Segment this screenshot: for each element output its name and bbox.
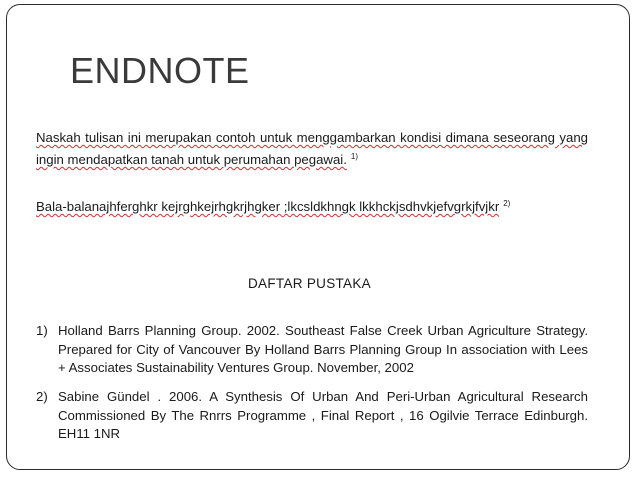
reference-item-2 [36,388,588,444]
reference-number-1: 1) [36,323,48,338]
reference-number-2: 2) [36,389,48,404]
endnote-paragraph-1 [36,128,588,169]
reference-item-1 [36,322,588,378]
bibliography-heading: DAFTAR PUSTAKA [248,276,371,291]
reference-text-2: Sabine Gündel . 2006. A Synthesis Of Urban And Peri-Urban Agricultural Research Commissioned By The Rnrrs Programme , Final Report , 16 Ogilvie Terrace Edinburgh. EH11 1NR [58,389,588,441]
endnote-paragraph-2 [36,194,588,216]
endnote-marker-2: 2) [503,199,511,208]
slide-title: ENDNOTE [70,50,250,91]
paragraph-1-text: Naskah tulisan ini merupakan contoh untuk menggambarkan kondisi dimana seseorang yang ingin mendapatkan tanah untuk perumahan pegawai. [36,130,588,167]
paragraph-2-text: Bala-balanajhferghkr kejrghkejrhgkrjhgker ;lkcsldkhngk lkkhckjsdhvkjefvgrkjfvjkr [36,199,500,214]
reference-text-1: Holland Barrs Planning Group. 2002. Southeast False Creek Urban Agriculture Strategy. Prepared for City of Vancouver By Holland Barrs Planning Group In association with Lees + Associates Sustainability Ventures Group. November, 2002 [58,323,588,375]
endnote-marker-1: 1) [350,152,358,161]
